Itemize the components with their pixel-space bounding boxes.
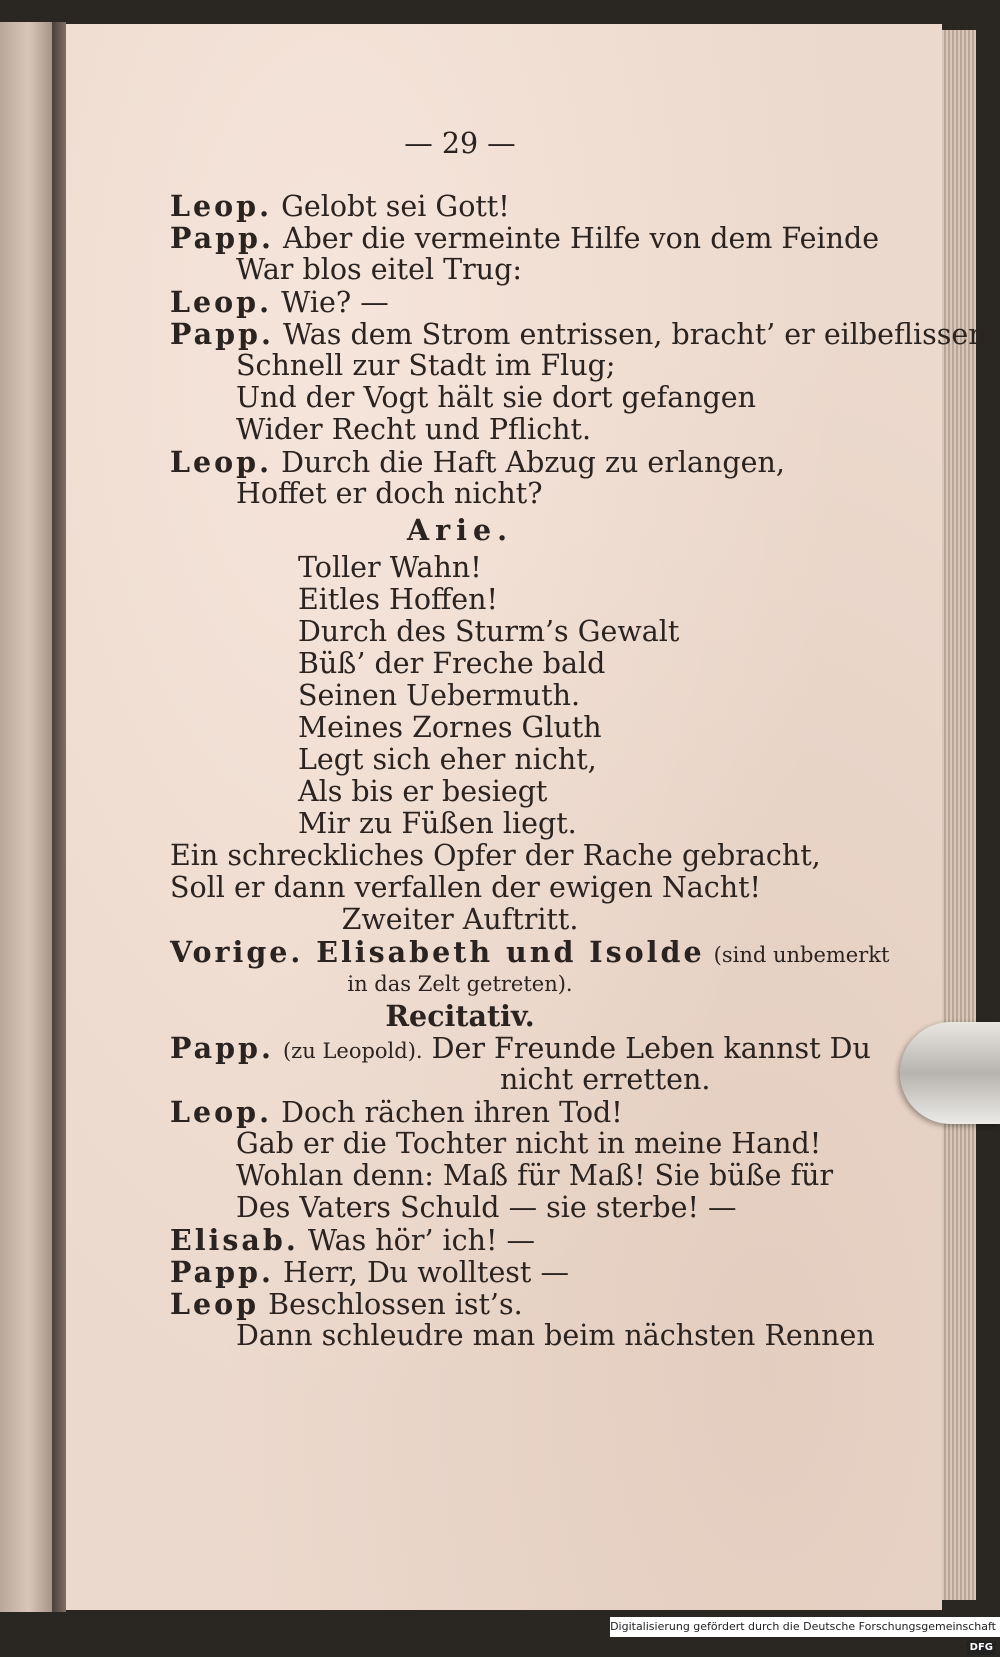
footer-text: Digitalisierung gefördert durch die Deutsche Forschungsgemeinschaft - [610, 1620, 996, 1653]
page-clip [900, 1022, 1000, 1124]
dialogue-line: Wohlan denn: Maß für Maß! Sie büße für [236, 1159, 834, 1192]
dialogue-line: Und der Vogt hält sie dort gefangen [236, 381, 756, 414]
dialogue-line: Papp. Was dem Strom entrissen, bracht’ er eilbeflissen [170, 317, 987, 351]
page-number: — 29 — [404, 127, 516, 160]
aria-line: Toller Wahn! [298, 551, 482, 584]
dialogue-line: Leop Beschlossen ist’s. [170, 1287, 523, 1321]
dialogue-line: Hoffet er doch nicht? [236, 477, 543, 510]
aria-line: Eitles Hoffen! [298, 583, 498, 616]
page-text [170, 127, 987, 1352]
dialogue-line: War blos eitel Trug: [236, 253, 523, 286]
digitization-footer [610, 1617, 1000, 1653]
dialogue-line: Papp. Herr, Du wolltest — [170, 1255, 569, 1289]
facing-page-edge [0, 22, 52, 1612]
dialogue-line: Elisab. Was hör’ ich! — [170, 1223, 536, 1257]
scene-heading: Zweiter Auftritt. [341, 903, 579, 936]
aria-line: Meines Zornes Gluth [298, 711, 602, 744]
dialogue-line: Leop. Gelobt sei Gott! [170, 189, 510, 223]
book-gutter [52, 22, 66, 1612]
aria-line: Büß’ der Freche bald [298, 647, 606, 680]
dialogue-line: Papp. (zu Leopold). Der Freunde Leben kannst Du [170, 1031, 871, 1065]
recitativ-heading: Recitativ. [385, 999, 535, 1033]
stage-direction: Vorige. Elisabeth und Isolde (sind unbemerkt [170, 935, 890, 969]
dialogue-line: Dann schleudre man beim nächsten Rennen [236, 1319, 875, 1352]
dialogue-line: Leop. Doch rächen ihren Tod! [170, 1095, 623, 1129]
aria-line: Legt sich eher nicht, [298, 743, 597, 776]
verse-line: Ein schreckliches Opfer der Rache gebracht, [170, 839, 821, 872]
dialogue-line: Papp. Aber die vermeinte Hilfe von dem Feinde [170, 221, 880, 255]
dialogue-line: Leop. Wie? — [170, 285, 389, 319]
dialogue-line: Gab er die Tochter nicht in meine Hand! [236, 1127, 822, 1160]
aria-line: Seinen Uebermuth. [298, 679, 581, 712]
aria-line: Als bis er besiegt [298, 775, 548, 808]
aria-line: Durch des Sturm’s Gewalt [298, 615, 680, 648]
aria-heading: Arie. [406, 513, 513, 547]
dialogue-line-cont: nicht erretten. [500, 1063, 711, 1096]
aria-line: Mir zu Füßen liegt. [298, 807, 577, 840]
dialogue-line: Wider Recht und Pflicht. [236, 413, 591, 446]
stage-direction-cont: in das Zelt getreten). [347, 972, 573, 996]
dialogue-line: Leop. Durch die Haft Abzug zu erlangen, [170, 445, 785, 479]
verse-line: Soll er dann verfallen der ewigen Nacht! [170, 871, 762, 904]
dialogue-line: Schnell zur Stadt im Flug; [236, 349, 616, 382]
dfg-logo: DFG [967, 1641, 996, 1655]
page-block-edge [942, 30, 976, 1600]
dialogue-line: Des Vaters Schuld — sie sterbe! — [236, 1191, 737, 1224]
